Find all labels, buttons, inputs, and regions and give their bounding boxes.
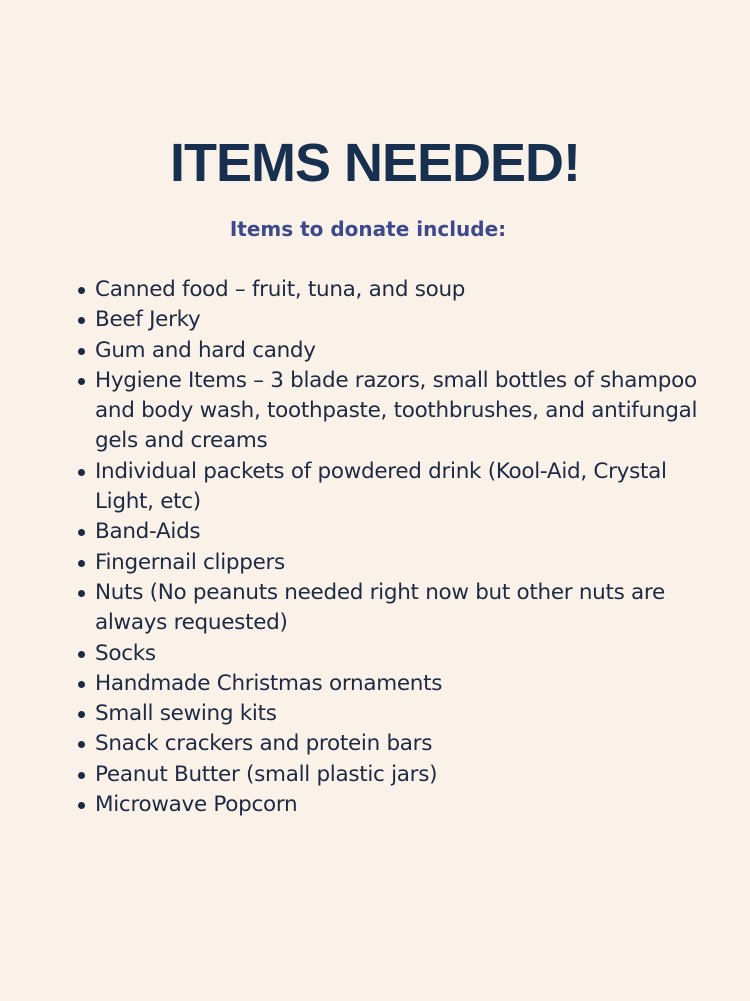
list-item <box>78 366 698 457</box>
bullet-icon <box>78 378 85 385</box>
list-item <box>78 548 698 578</box>
list-item-text: Socks <box>95 640 156 666</box>
list-item-text: Snack crackers and protein bars <box>95 731 433 757</box>
bullet-icon <box>78 529 85 536</box>
list-item <box>78 336 698 366</box>
list-item-text: Nuts (No peanuts needed right now but other nuts are always requested) <box>95 579 665 636</box>
list-item-text: Fingernail clippers <box>95 549 285 575</box>
bullet-icon <box>78 741 85 748</box>
list-item <box>78 457 698 518</box>
bullet-icon <box>78 651 85 658</box>
list-item <box>78 669 698 699</box>
bullet-icon <box>78 469 85 476</box>
list-item-text: Gum and hard candy <box>95 337 316 363</box>
page-subtitle: Items to donate include: <box>229 217 507 241</box>
bullet-icon <box>78 590 85 597</box>
bullet-icon <box>78 317 85 324</box>
list-item-text: Band-Aids <box>95 519 201 545</box>
list-item <box>78 517 698 547</box>
bullet-icon <box>78 772 85 779</box>
items-list <box>78 275 698 820</box>
bullet-icon <box>78 560 85 567</box>
list-item <box>78 305 698 335</box>
list-item-text: Individual packets of powdered drink (Kool-Aid, Crystal Light, etc) <box>95 458 667 515</box>
bullet-icon <box>78 348 85 355</box>
list-item-text: Beef Jerky <box>95 307 201 333</box>
list-item <box>78 578 698 639</box>
list-item <box>78 699 698 729</box>
list-item-text: Peanut Butter (small plastic jars) <box>95 761 438 787</box>
list-item <box>78 639 698 669</box>
list-item <box>78 760 698 790</box>
list-item-text: Hygiene Items – 3 blade razors, small bottles of shampoo and body wash, toothpaste, toothbrushes, and antifungal gels and creams <box>95 367 698 454</box>
list-item-text: Canned food – fruit, tuna, and soup <box>95 277 466 302</box>
bullet-icon <box>78 711 85 718</box>
list-item-text: Small sewing kits <box>95 701 277 727</box>
list-item-text: Microwave Popcorn <box>95 792 298 818</box>
list-item <box>78 275 698 305</box>
bullet-icon <box>78 681 85 688</box>
list-item <box>78 729 698 759</box>
list-item <box>78 790 698 820</box>
page-title: ITEMS NEEDED! <box>169 133 581 193</box>
bullet-icon <box>78 287 85 294</box>
list-item-text: Handmade Christmas ornaments <box>95 670 443 696</box>
bullet-icon <box>78 802 85 809</box>
